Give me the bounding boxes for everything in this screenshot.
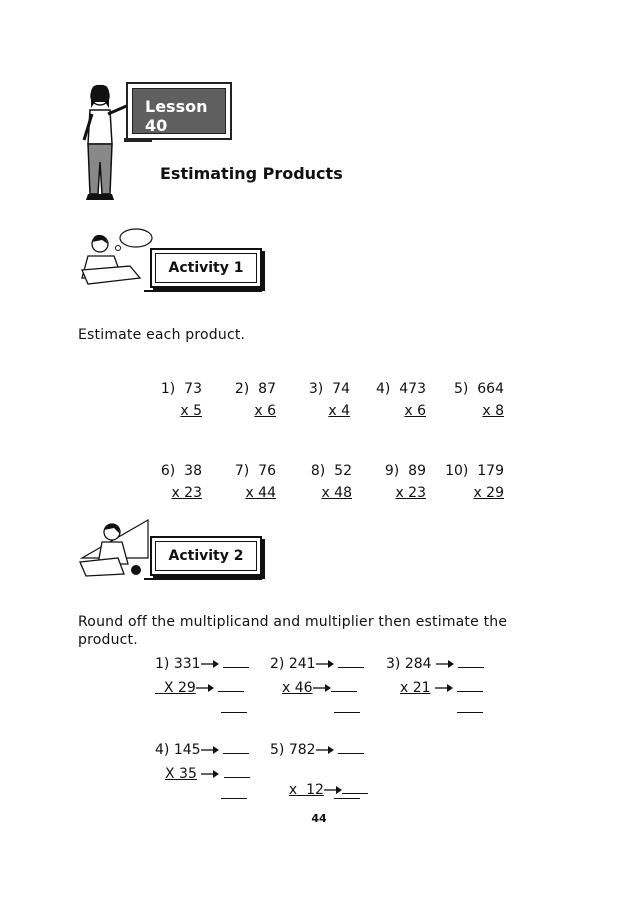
round-problem-3-bottom: x 21: [400, 678, 483, 696]
page-number: 44: [311, 812, 327, 825]
problem-1: 1) 73 x 5: [160, 381, 202, 419]
problem-10: 10) 179 x 29: [445, 463, 504, 501]
round-problem-3-top: 3) 284: [386, 654, 484, 672]
answer-line-3: [457, 712, 483, 713]
answer-blank: [457, 678, 483, 692]
answer-blank: [338, 740, 364, 754]
arrow-icon: [316, 745, 334, 755]
lesson-title: Estimating Products: [160, 164, 343, 183]
activity-2-instruction: Round off the multiplicand and multiplier then estimate the product.: [78, 614, 508, 648]
activity-1-underline: [144, 290, 262, 292]
arrow-icon: [201, 745, 219, 755]
round-problem-1-top: 1) 331: [155, 654, 249, 672]
answer-line-5: [334, 798, 360, 799]
answer-blank: [342, 780, 368, 794]
round-problem-4-top: 4) 145: [155, 740, 249, 758]
problem-9: 9) 89 x 23: [384, 463, 426, 501]
answer-line-2: [334, 712, 360, 713]
arrow-icon: [313, 683, 331, 693]
arrow-icon: [435, 683, 453, 693]
activity-1-banner: [150, 248, 262, 288]
answer-blank: [223, 654, 249, 668]
problem-3: 3) 74 x 4: [308, 381, 350, 419]
problem-8: 8) 52 x 48: [310, 463, 352, 501]
answer-line-1: [221, 712, 247, 713]
problem-5: 5) 664 x 8: [453, 381, 504, 419]
round-problem-5-top: 5) 782: [270, 740, 364, 758]
arrow-icon: [201, 659, 219, 669]
board-stand: [124, 138, 152, 142]
arrow-icon: [201, 769, 219, 779]
arrow-icon: [196, 683, 214, 693]
arrow-icon: [436, 659, 454, 669]
problem-6: 6) 38 x 23: [160, 463, 202, 501]
round-problem-4-bottom: X 35: [165, 764, 250, 782]
problem-4: 4) 473 x 6: [375, 381, 426, 419]
lesson-board-label: Lesson 40: [132, 88, 226, 134]
arrow-icon: [324, 785, 342, 795]
round-problem-2-top: 2) 241: [270, 654, 364, 672]
lesson-board: [126, 82, 232, 140]
student-thinking-illustration: [78, 226, 154, 288]
answer-blank: [338, 654, 364, 668]
answer-blank: [331, 678, 357, 692]
activity-2-banner: [150, 536, 262, 576]
activity-1-instruction: Estimate each product.: [78, 327, 246, 343]
answer-blank: [458, 654, 484, 668]
student-writing-illustration: [78, 518, 154, 578]
round-problem-1-bottom: X 29: [155, 678, 244, 696]
activity-1-label: Activity 1: [168, 260, 244, 276]
answer-blank: [223, 740, 249, 754]
answer-blank: [224, 764, 250, 778]
arrow-icon: [316, 659, 334, 669]
activity-2-label: Activity 2: [168, 548, 244, 564]
round-problem-2-bottom: x 46: [282, 678, 357, 696]
answer-blank: [218, 678, 244, 692]
problem-2: 2) 87 x 6: [234, 381, 276, 419]
round-problem-5-bottom: x 12: [280, 764, 368, 798]
problem-7: 7) 76 x 44: [234, 463, 276, 501]
answer-line-4: [221, 798, 247, 799]
activity-2-underline: [144, 578, 262, 580]
